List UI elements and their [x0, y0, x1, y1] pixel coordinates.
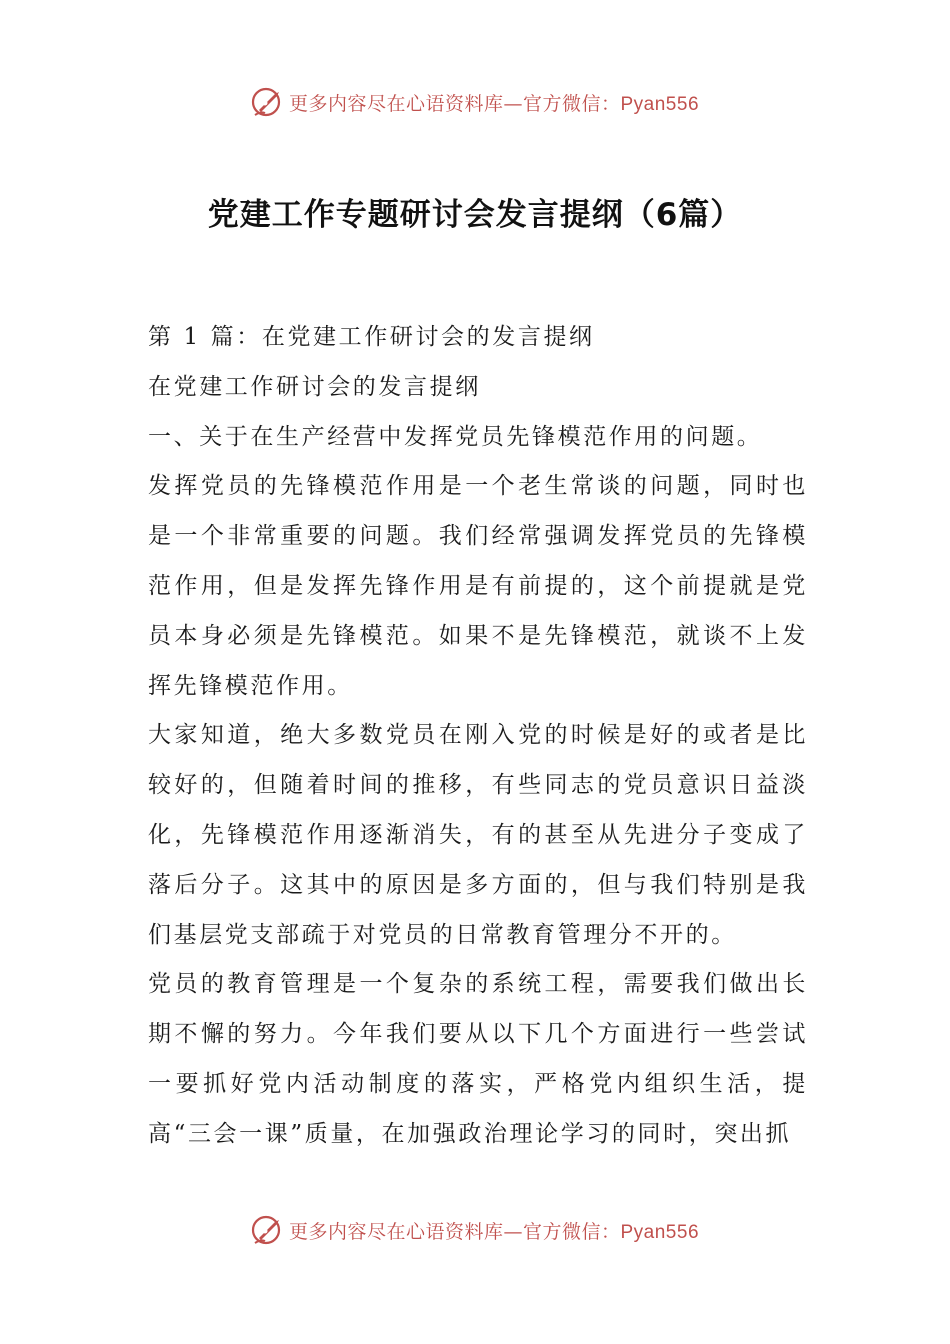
paragraph: 大家知道，绝大多数党员在刚入党的时候是好的或者是比较好的，但随着时间的推移，有些同志的党员意识日益淡化，先锋模范作用逐渐消失，有的甚至从先进分子变成了落后分子。这其中的原因是多方面的，但与我们特别是我们基层党支部疏于对党员的日常教育管理分不开的。 — [148, 722, 808, 948]
banner-label: 更多内容尽在心语资料库—官方微信： — [288, 92, 621, 115]
document-title: 党建工作专题研讨会发言提纲（6篇） — [207, 196, 743, 233]
header-banner — [0, 82, 950, 122]
paragraph: 发挥党员的先锋模范作用是一个老生常谈的问题，同时也是一个非常重要的问题。我们经常强调发挥党员的先锋模范作用，但是发挥先锋作用是有前提的，这个前提就是党员本身必须是先锋模范。如果不是先锋模范，就谈不上发挥先锋模范作用。 — [148, 473, 808, 699]
footer-banner — [0, 1210, 950, 1250]
point-one: 一、关于在生产经营中发挥党员先锋模范作用的问题。 — [148, 423, 763, 450]
pen-nib-logo-icon — [251, 1213, 285, 1247]
subheading: 在党建工作研讨会的发言提纲 — [148, 373, 481, 400]
section-heading: 第 1 篇：在党建工作研讨会的发言提纲 — [148, 324, 595, 350]
banner-text — [289, 1217, 699, 1244]
document-body — [148, 313, 808, 1160]
paragraph: 党员的教育管理是一个复杂的系统工程，需要我们做出长期不懈的努力。今年我们要从以下几个方面进行一些尝试一要抓好党内活动制度的落实，严格党内组织生活，提高“三会一课”质量，在加强政治理论学习的同时，突出抓 — [148, 971, 808, 1147]
banner-label: 更多内容尽在心语资料库—官方微信： — [288, 1220, 621, 1243]
pen-nib-logo-icon — [251, 85, 285, 119]
wechat-id: Pyan556 — [620, 93, 700, 115]
wechat-id: Pyan556 — [620, 1221, 700, 1243]
banner-text — [289, 89, 699, 116]
